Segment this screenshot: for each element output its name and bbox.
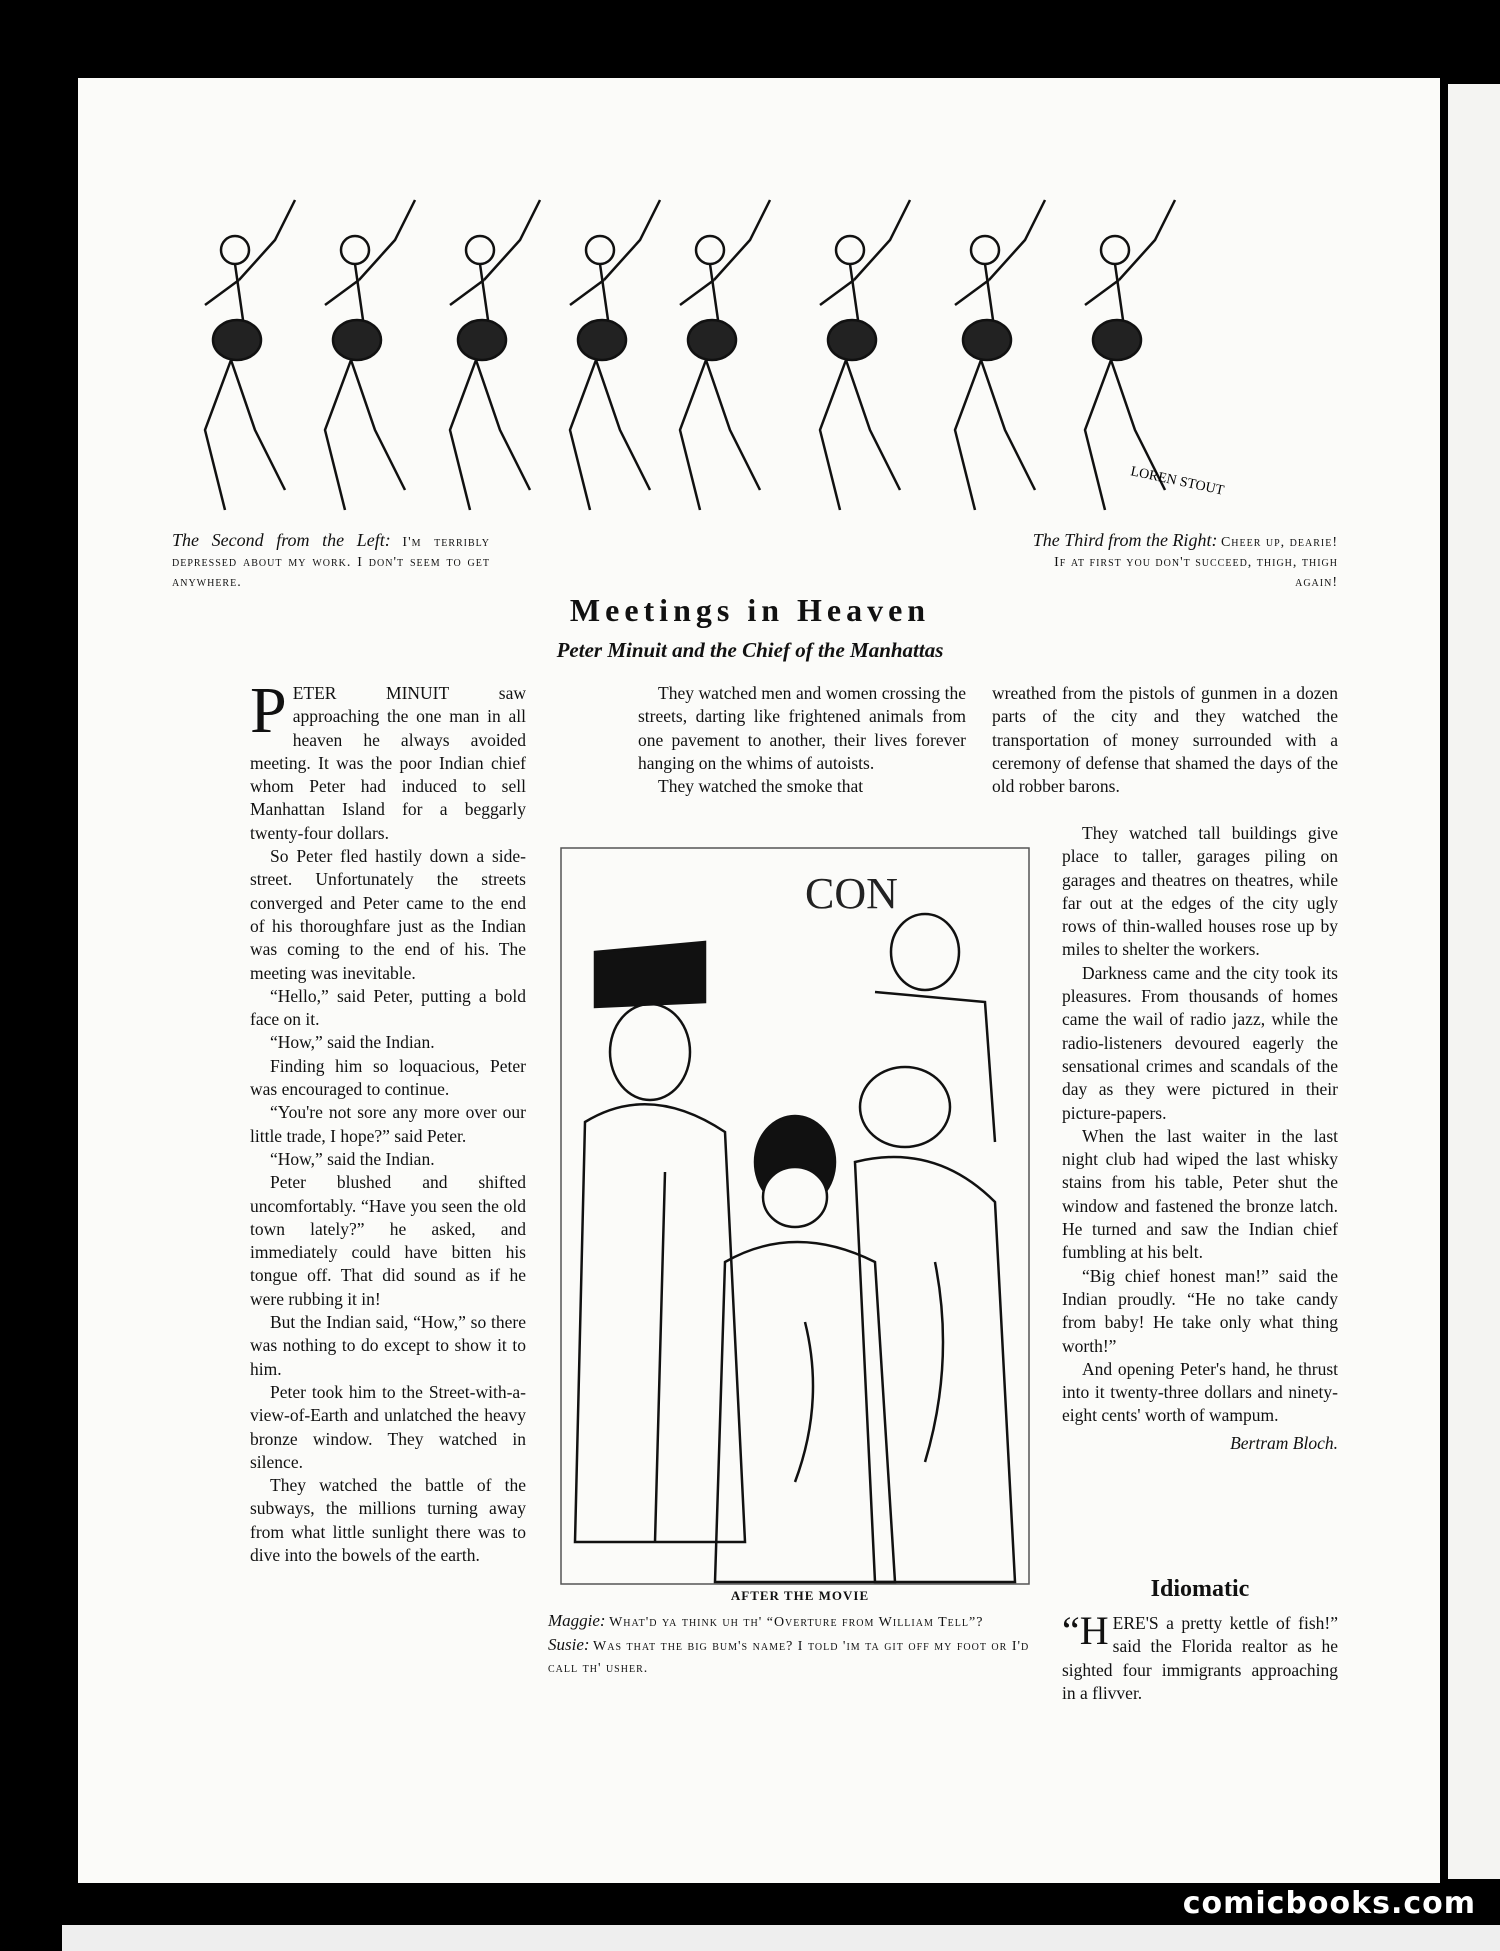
article-paragraph: So Peter fled hastily down a side-street. Unfortunately the streets converged and Peter came to the end of his thoroughfare just as the Indian was coming to the end of his. The meeting was inevitable. — [250, 846, 526, 983]
dancer-figure — [450, 200, 540, 510]
article-paragraph: They watched tall buildings give place to taller, garages piling on garages and theatres on theatres, while far out at the edges of the city ugly rows of thin-walled houses rose up by miles to shelter the workers. — [1062, 823, 1338, 960]
sketch-stroke — [875, 992, 995, 1142]
susie-speaker: Susie: — [548, 1635, 590, 1654]
after-the-movie-illustration — [555, 842, 1035, 1590]
article-column-3-top — [992, 682, 1338, 798]
article-paragraph: “Big chief honest man!” said the Indian proudly. “He no take candy from baby! He take only what thing worth!” — [1062, 1265, 1338, 1356]
caption-left — [172, 530, 490, 593]
maggie-line: What'd ya think uh th' “Overture from William Tell”? — [609, 1615, 984, 1630]
article-paragraph: “You're not sore any more over our little trade, I hope?” said Peter. — [250, 1102, 526, 1146]
idiomatic-title: Idiomatic — [1150, 1576, 1250, 1602]
article-column-3 — [1062, 822, 1338, 1455]
dancer-figure — [1085, 200, 1175, 510]
article-paragraph: But the Indian said, “How,” so there was nothing to do except to show it to him. — [250, 1312, 526, 1379]
article-paragraph: Darkness came and the city took its pleasures. From thousands of homes came the wail of radio jazz, while the radio-listeners devoured eagerly the sensational crimes and scandals of the day as they were pictured in their picture-papers. — [1062, 962, 1338, 1123]
caption-right-text: Cheer up, dearie! If at first you don't succeed, thigh, thigh again! — [1054, 535, 1338, 590]
article-paragraph: They watched men and women crossing the streets, darting like frightened animals from one pavement to another, their lives forever hanging on the whims of autoists. — [638, 683, 966, 773]
sketch-stroke — [595, 942, 705, 1007]
article-paragraph: They watched the smoke that — [658, 776, 864, 797]
illustration-signature: LOREN STOUT — [1129, 464, 1226, 499]
article-title: Meetings in Heaven — [569, 592, 931, 628]
sketch-stroke — [891, 914, 959, 990]
dancer-figure — [680, 200, 770, 510]
mid-illustration-caption — [548, 1610, 1048, 1680]
article-paragraph: And opening Peter's hand, he thrust into it twenty-three dollars and ninety-eight cents' worth of wampum. — [1062, 1358, 1338, 1426]
idiomatic-drop-cap: “H — [1062, 1608, 1109, 1653]
caption-left-speaker: The Second from the Left: — [172, 530, 391, 550]
caption-right — [1028, 530, 1338, 593]
maggie-speaker: Maggie: — [548, 1611, 606, 1630]
article-subtitle: Peter Minuit and the Chief of the Manhattas — [556, 638, 944, 662]
article-paragraph: They watched the battle of the subways, the millions turning away from what little sunlight there was to dive into the bowels of the earth. — [250, 1475, 526, 1565]
article-paragraph: Peter blushed and shifted uncomfortably. “Have you seen the old town lately?” he asked, and immediately could have bitten his tongue off. That did sound as if he were rubbing it in! — [250, 1172, 526, 1309]
dancer-figure — [570, 200, 660, 510]
susie-line: Was that the big bum's name? I told 'im ta git off my foot or I'd call th' usher. — [548, 1639, 1030, 1676]
dancer-figure — [955, 200, 1045, 510]
sketch-stroke — [860, 1067, 950, 1147]
article-paragraph: “How,” said the Indian. — [270, 1148, 435, 1169]
article-column-2 — [638, 682, 966, 798]
article-paragraph: Finding him so loquacious, Peter was encouraged to continue. — [250, 1055, 526, 1100]
mid-illustration-title: AFTER THE MOVIE — [730, 1588, 870, 1603]
article-column-1 — [250, 674, 526, 1567]
article-paragraph: Peter took him to the Street-with-a-view-of-Earth and unlatched the heavy bronze window. They watched in silence. — [250, 1381, 526, 1472]
adjacent-page-edge — [1448, 84, 1500, 1879]
dancers-illustration — [150, 130, 1350, 560]
lead-caps: ETER MINUIT — [292, 683, 450, 703]
caption-right-speaker: The Third from the Right: — [1032, 530, 1218, 550]
sketch-stroke — [855, 1157, 1015, 1582]
sketch-stroke — [763, 1167, 827, 1227]
dancer-figure — [325, 200, 415, 510]
caption-left-text: I'm terribly depressed about my work. I don't seem to get anywhere. — [172, 535, 490, 590]
article-paragraph: “How,” said the Indian. — [270, 1032, 435, 1053]
dancer-figure — [820, 200, 910, 510]
next-page-edge — [62, 1925, 1500, 1951]
author-signature: Bertram Bloch. — [1230, 1432, 1338, 1453]
article-paragraph: When the last waiter in the last night club had wiped the last whisky stains from his table, Peter shut the window and fastened the bronze latch. He turned and saw the Indian chief fumbling at his belt. — [1062, 1125, 1338, 1263]
watermark: comicbooks.com — [1182, 1886, 1476, 1921]
idiomatic-text-block — [1062, 1608, 1338, 1705]
theatre-sign-text: CON — [805, 869, 898, 918]
article-paragraph: “Hello,” said Peter, putting a bold face on it. — [250, 985, 526, 1030]
lead-text: saw approaching the one man in all heaven he always avoided meeting. It was the poor Indian chief whom Peter had induced to sell Manhattan Island for a beggarly twenty-four dollars. — [250, 683, 526, 843]
drop-cap: P — [250, 674, 287, 747]
idiomatic-text: ERE'S a pretty kettle of fish!” said the Florida realtor as he sighted four immigrants approaching in a flivver. — [1062, 1613, 1338, 1703]
sketch-stroke — [610, 1004, 690, 1100]
dancer-figure — [205, 200, 295, 510]
column-3-top-text: wreathed from the pistols of gunmen in a dozen parts of the city and they watched the transportation of money surrounded with a ceremony of defense that shamed the days of the old robber barons. — [992, 683, 1338, 797]
